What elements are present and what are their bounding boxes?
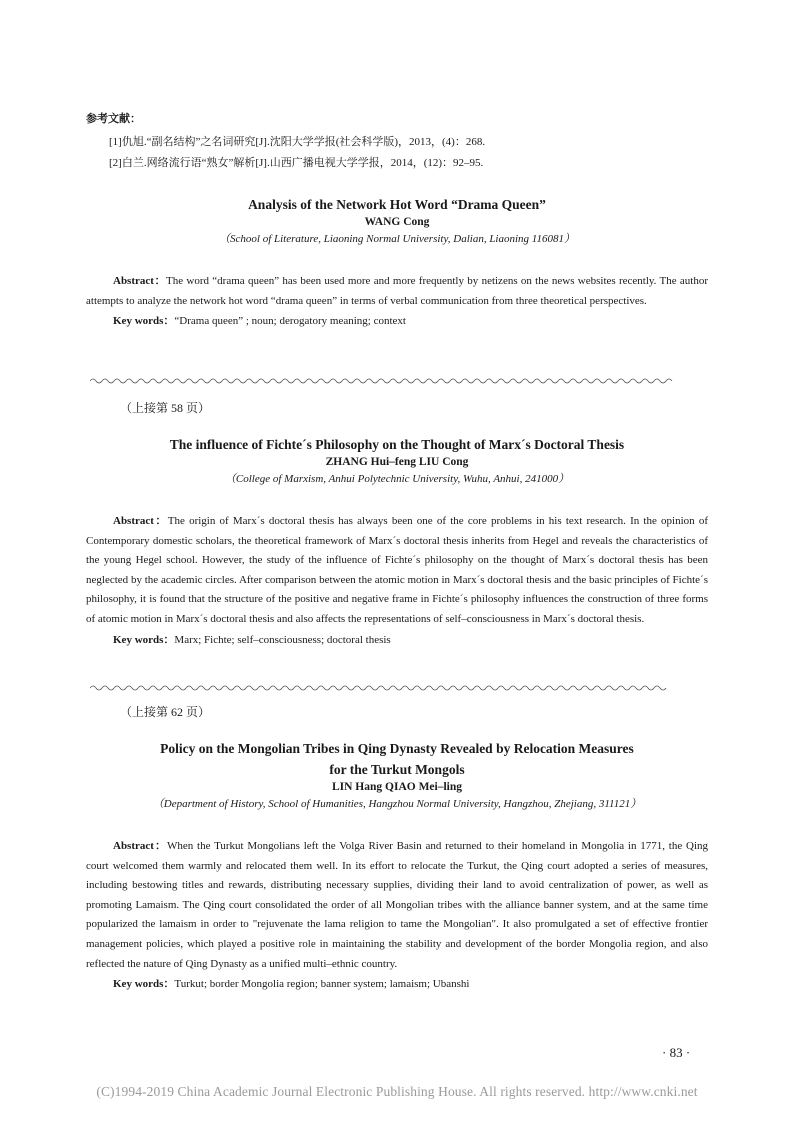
page-number: · 83 ·	[662, 1045, 691, 1060]
continued-from-page: （上接第 58 页）	[120, 401, 211, 415]
article-1-abstract	[86, 272, 708, 311]
section-divider	[90, 376, 710, 386]
article-1-keywords	[86, 312, 708, 332]
keywords-label: Key words：	[113, 978, 175, 991]
article-2	[86, 399, 708, 650]
abstract-text: The origin of Marx´s doctoral thesis has always been one of the core problems in his text research. In the opinion of Contemporary domestic scholars, the theoretical framework of Marx´s doctoral thesis inherits from Hegel and reveals the characteristics of the young Hegel school. However, the study of the influence of Fichte´s philosophy on the thought of Marx´s doctoral thesis has been neglected by the academic circles. After comparison between the atomic motion in Marx´s doctoral thesis and the basic principles of Fichte´s philosophy, it is found that the structure of the positive and negative frame in Fichte´s philosophy influences the construction of three forms of atomic motion in Marx´s doctoral thesis and also affects the representations of self–consciousness in Marx´s doctoral thesis.	[86, 515, 708, 625]
article-1	[86, 194, 708, 332]
reference-item: [1]仇旭.“副名结构”之名词研究[J].沈阳大学学报(社会科学版)，2013，(4)：268.	[109, 136, 486, 148]
abstract-label: Abstract：	[113, 275, 167, 287]
references	[86, 110, 716, 174]
section-divider	[90, 683, 710, 693]
abstract-text: The word “drama queen” has been used more and more frequently by netizens on the news websites recently. The author attempts to analyze the network hot word “drama queen” in terms of verbal communication from three theoretical perspectives.	[86, 275, 709, 307]
abstract-label: Abstract：	[113, 840, 167, 852]
abstract-text: When the Turkut Mongolians left the Volga River Basin and returned to their homeland in Mongolia in 1771, the Qing court welcomed them warmly and relocated them well. In its effort to relocate the Turkut, the Qing court adopted a series of measures, including bestowing titles and rewards, distributing necessary supplies, dividing their land to avoid centralization of power, as well as promoting Lamaism. The Qing court consolidated the order of all Mongolian tribes with the alliance banner system, and at the same time popularized the lamaism in order to "rejuvenate the lama religion to tame the Mongolian". It also promulgated a set of effective frontier management policies, which played a positive role in maintaining the stability and development of the border Mongolia region, and also reflected the nature of Qing Dynasty as a unified multi–ethnic country.	[86, 840, 708, 970]
article-1-affiliation: （School of Literature, Liaoning Normal University, Dalian, Liaoning 116081）	[219, 233, 575, 245]
article-2-abstract	[86, 512, 708, 630]
article-2-authors: ZHANG Hui–feng LIU Cong	[325, 456, 469, 468]
article-2-keywords	[86, 631, 708, 651]
abstract-label: Abstract：	[113, 515, 168, 527]
keywords-text: “Drama queen” ; noun; derogatory meaning; context	[174, 315, 406, 328]
reference-item: [2]白兰.网络流行语“熟女”解析[J].山西广播电视大学学报，2014，(12)：92–95.	[109, 157, 484, 169]
references-heading: 参考文献：	[86, 113, 141, 125]
keywords-label: Key words：	[113, 315, 175, 328]
article-1-title: Analysis of the Network Hot Word “Drama Queen”	[248, 197, 546, 212]
keywords-text: Turkut; border Mongolia region; banner system; lamaism; Ubanshi	[174, 978, 470, 991]
article-3-keywords	[86, 975, 708, 995]
article-3-title-line-1: Policy on the Mongolian Tribes in Qing Dynasty Revealed by Relocation Measures	[160, 741, 634, 756]
continued-from-page: （上接第 62 页）	[120, 705, 211, 719]
article-1-authors: WANG Cong	[364, 216, 430, 228]
keywords-text: Marx; Fichte; self–consciousness; doctoral thesis	[174, 633, 391, 646]
article-3-affiliation: （Department of History, School of Humanities, Hangzhou Normal University, Hangzhou, Zhejiang, 311121）	[152, 798, 642, 810]
article-3-title-line-2: for the Turkut Mongols	[329, 762, 465, 777]
article-3	[86, 703, 708, 995]
copyright-footer: (C)1994-2019 China Academic Journal Electronic Publishing House. All rights reserved. http://www.cnki.net	[96, 1084, 698, 1099]
article-3-abstract	[86, 837, 708, 974]
article-3-authors: LIN Hang QIAO Mei–ling	[331, 781, 463, 793]
keywords-label: Key words：	[113, 633, 175, 646]
article-2-title: The influence of Fichte´s Philosophy on the Thought of Marx´s Doctoral Thesis	[169, 437, 625, 452]
article-2-affiliation: （College of Marxism, Anhui Polytechnic University, Wuhu, Anhui, 241000）	[224, 473, 570, 485]
